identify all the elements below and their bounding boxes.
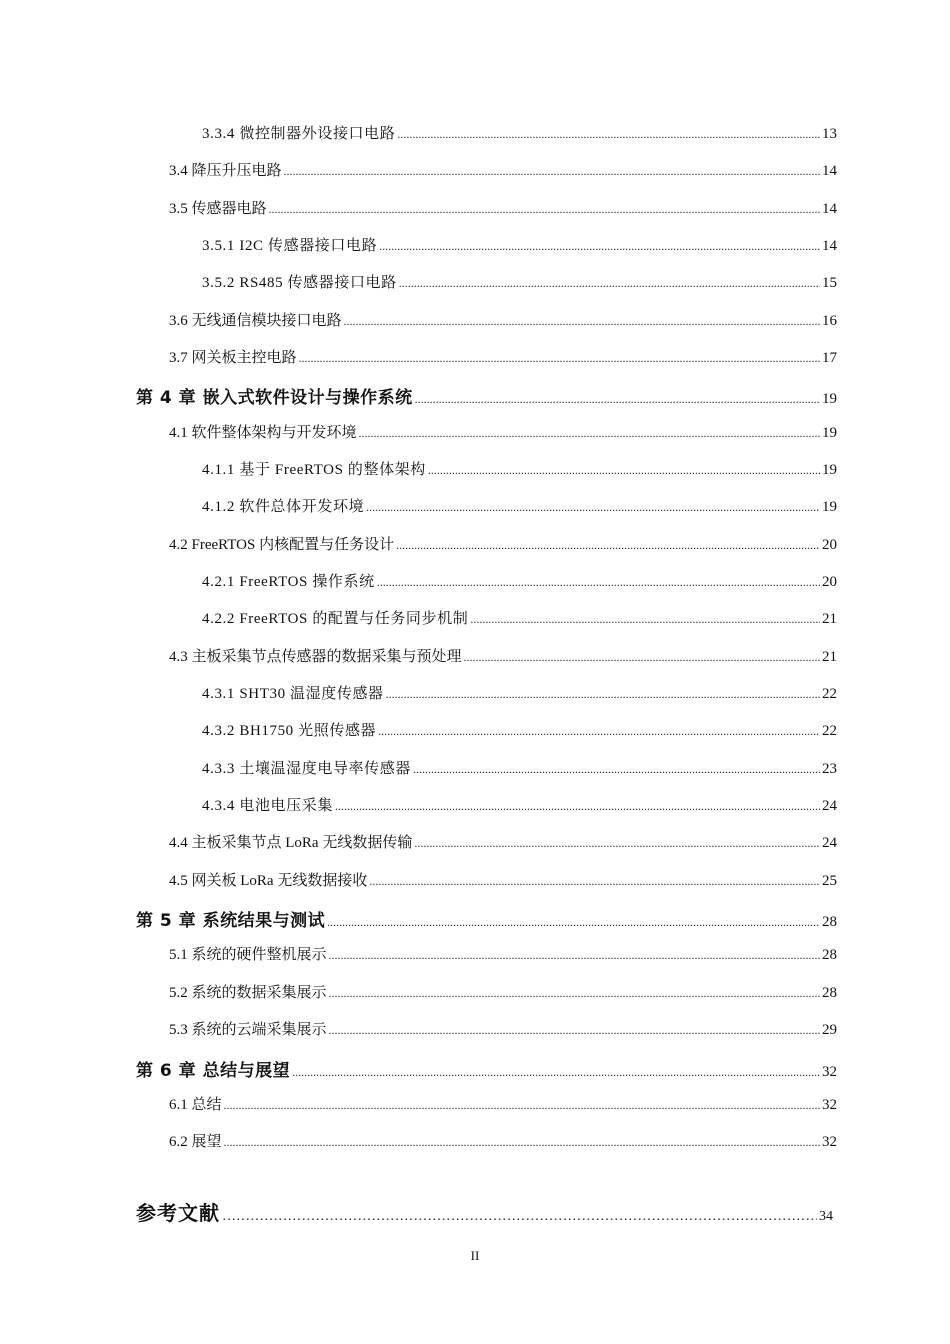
toc-entry[interactable]	[202, 607, 837, 628]
toc-entry-page: 34	[819, 1209, 833, 1224]
dot-leader	[335, 799, 820, 814]
toc-entry[interactable]	[202, 757, 837, 778]
toc-entry[interactable]	[202, 682, 837, 703]
toc-entry[interactable]	[169, 159, 837, 180]
toc-entry-title: 3.6 无线通信模块接口电路	[169, 313, 342, 329]
toc-chapter-entry[interactable]	[136, 383, 837, 408]
toc-entry[interactable]	[169, 869, 837, 890]
toc-entry-title: 参考文献	[136, 1201, 220, 1225]
toc-entry-page: 24	[822, 835, 837, 851]
toc-entry-page: 28	[822, 985, 837, 1001]
toc-entry[interactable]	[169, 645, 837, 666]
dot-leader	[369, 874, 820, 889]
toc-entry-page: 28	[822, 914, 837, 930]
dot-leader	[292, 1065, 820, 1080]
toc-entry-page: 19	[822, 499, 837, 515]
toc-entry-title: 4.3.2 BH1750 光照传感器	[202, 723, 377, 739]
toc-entry-title: 4.1.1 基于 FreeRTOS 的整体架构	[202, 462, 426, 478]
toc-entry[interactable]	[202, 234, 837, 255]
toc-entry-page: 32	[822, 1097, 837, 1113]
toc-entry[interactable]	[202, 495, 837, 516]
dot-leader	[415, 392, 820, 407]
toc-entry[interactable]	[202, 719, 837, 740]
toc-entry[interactable]	[202, 122, 837, 143]
toc-entry-page: 29	[822, 1022, 837, 1038]
toc-entry-title: 4.2.1 FreeRTOS 操作系统	[202, 574, 375, 590]
dot-leader	[327, 915, 820, 930]
toc-entry-page: 25	[822, 873, 837, 889]
toc-entry-title: 4.3 主板采集节点传感器的数据采集与预处理	[169, 649, 462, 665]
toc-entry-title: 3.7 网关板主控电路	[169, 350, 297, 366]
toc-entry-page: 32	[822, 1064, 837, 1080]
dot-leader	[269, 202, 820, 217]
toc-entry-page: 14	[822, 238, 837, 254]
page-number-footer: II	[470, 1248, 480, 1263]
toc-entry-title: 4.4 主板采集节点 LoRa 无线数据传输	[169, 835, 413, 851]
toc-entry-title: 4.1.2 软件总体开发环境	[202, 499, 365, 515]
toc-entry[interactable]	[202, 458, 837, 479]
toc-entry-title: 4.5 网关板 LoRa 无线数据接收	[169, 873, 368, 889]
toc-entry[interactable]	[202, 271, 837, 292]
toc-references-entry[interactable]	[136, 1197, 833, 1226]
toc-entry[interactable]	[202, 794, 837, 815]
toc-entry-page: 19	[822, 425, 837, 441]
toc-entry[interactable]	[169, 197, 837, 218]
toc-entry-title: 5.2 系统的数据采集展示	[169, 985, 327, 1001]
dot-leader	[224, 1098, 820, 1113]
toc-entry-title: 3.5.2 RS485 传感器接口电路	[202, 275, 397, 291]
toc-entry-page: 22	[822, 686, 837, 702]
dot-leader	[329, 986, 820, 1001]
toc-entry-page: 22	[822, 723, 837, 739]
toc-entry-title: 6.1 总结	[169, 1097, 222, 1113]
dot-leader	[396, 538, 820, 553]
toc-entry[interactable]	[169, 346, 837, 367]
toc-entry-page: 21	[822, 611, 837, 627]
toc-entry-page: 19	[822, 462, 837, 478]
toc-entry-title: 3.5 传感器电路	[169, 201, 267, 217]
toc-entry[interactable]	[169, 943, 837, 964]
dot-leader	[284, 164, 820, 179]
toc-chapter-entry[interactable]	[136, 906, 837, 931]
toc-entry-title: 6.2 展望	[169, 1134, 222, 1150]
dot-leader	[399, 276, 820, 291]
toc-entry-title: 3.5.1 I2C 传感器接口电路	[202, 238, 378, 254]
dot-leader	[366, 500, 820, 515]
dot-leader	[428, 463, 820, 478]
toc-entry[interactable]	[169, 533, 837, 554]
toc-entry[interactable]	[169, 1018, 837, 1039]
dot-leader	[344, 314, 820, 329]
toc-entry-page: 17	[822, 350, 837, 366]
toc-entry-title: 第 5 章 系统结果与测试	[136, 911, 326, 931]
dot-leader	[222, 1209, 817, 1225]
dot-leader	[377, 575, 820, 590]
dot-leader	[470, 612, 820, 627]
toc-entry-title: 3.3.4 微控制器外设接口电路	[202, 126, 396, 142]
toc-entry-page: 19	[822, 391, 837, 407]
toc-entry-title: 4.1 软件整体架构与开发环境	[169, 425, 357, 441]
dot-leader	[329, 948, 820, 963]
toc-entry-page: 21	[822, 649, 837, 665]
toc-entry[interactable]	[169, 421, 837, 442]
toc-chapter-entry[interactable]	[136, 1056, 837, 1081]
toc-entry-title: 4.2 FreeRTOS 内核配置与任务设计	[169, 537, 395, 553]
dot-leader	[386, 687, 820, 702]
dot-leader	[379, 239, 820, 254]
toc-entry-page: 23	[822, 761, 837, 777]
dot-leader	[413, 762, 820, 777]
toc-entry-title: 第 4 章 嵌入式软件设计与操作系统	[136, 388, 413, 408]
dot-leader	[378, 724, 820, 739]
toc-entry-title: 4.3.3 土壤温湿度电导率传感器	[202, 761, 411, 777]
toc-entry-page: 28	[822, 947, 837, 963]
toc-entry-page: 20	[822, 574, 837, 590]
toc-entry[interactable]	[169, 831, 837, 852]
toc-entry-page: 20	[822, 537, 837, 553]
toc-entry-title: 4.3.1 SHT30 温湿度传感器	[202, 686, 384, 702]
dot-leader	[329, 1023, 820, 1038]
toc-entry-title: 3.4 降压升压电路	[169, 163, 282, 179]
toc-entry-title: 4.3.4 电池电压采集	[202, 798, 333, 814]
toc-entry-page: 13	[822, 126, 837, 142]
dot-leader	[464, 650, 820, 665]
toc-entry-title: 5.1 系统的硬件整机展示	[169, 947, 327, 963]
toc-entry-page: 32	[822, 1134, 837, 1150]
dot-leader	[397, 127, 820, 142]
toc-entry[interactable]	[202, 570, 837, 591]
dot-leader	[224, 1135, 820, 1150]
toc-entry[interactable]	[169, 309, 837, 330]
toc-entry-page: 24	[822, 798, 837, 814]
toc-entry[interactable]	[169, 1130, 837, 1151]
dot-leader	[299, 351, 820, 366]
toc-entry-title: 第 6 章 总结与展望	[136, 1061, 291, 1081]
toc-entry-title: 4.2.2 FreeRTOS 的配置与任务同步机制	[202, 611, 469, 627]
toc-entry-page: 14	[822, 201, 837, 217]
toc-entry-title: 5.3 系统的云端采集展示	[169, 1022, 327, 1038]
toc-entry-page: 16	[822, 313, 837, 329]
toc-entry-page: 15	[822, 275, 837, 291]
dot-leader	[414, 836, 820, 851]
toc-entry-page: 14	[822, 163, 837, 179]
toc-entry[interactable]	[169, 981, 837, 1002]
dot-leader	[359, 426, 820, 441]
toc-entry[interactable]	[169, 1093, 837, 1114]
